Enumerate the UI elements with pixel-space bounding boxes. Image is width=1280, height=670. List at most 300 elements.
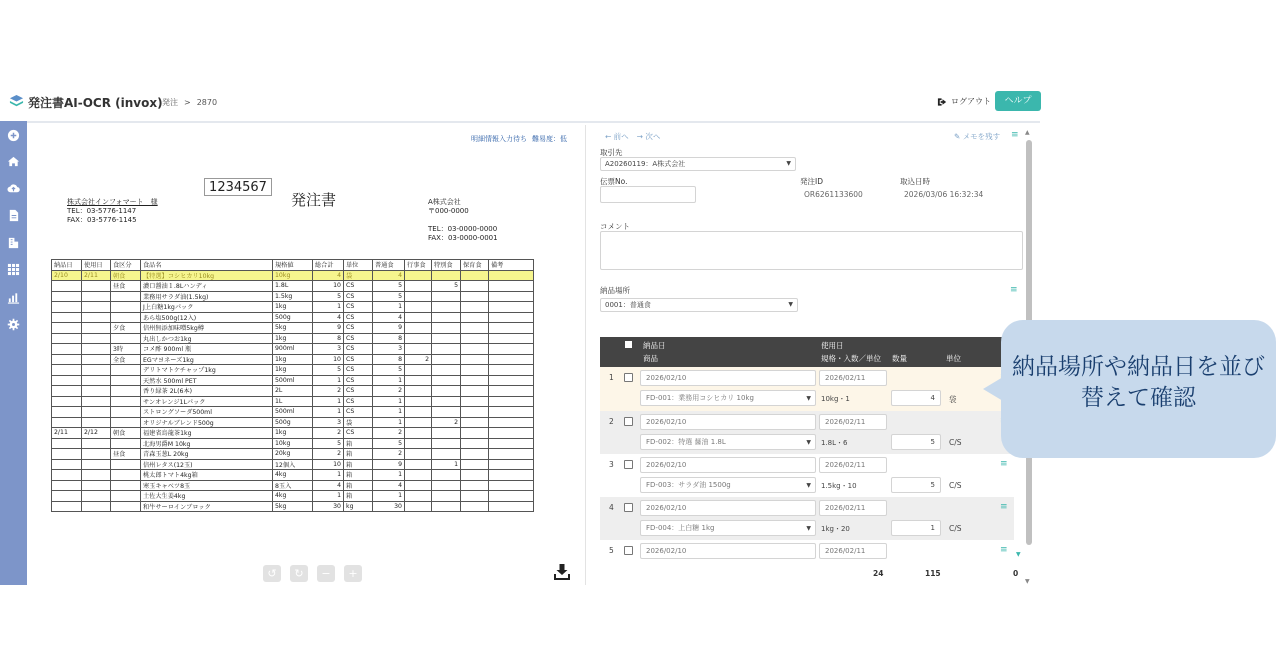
order-table-cell [111,407,141,418]
order-table-cell [82,333,111,344]
help-button[interactable]: ヘルプ [995,91,1041,111]
status-label: 明細情報入力待ち [471,135,527,143]
order-table-cell [82,459,111,470]
order-table-cell [432,375,461,386]
total-other: 0 [1013,569,1019,578]
order-table-cell: 1 [313,375,344,386]
qty-input[interactable]: 5 [891,477,941,493]
memo-button[interactable] [954,131,1000,142]
order-table-header [52,260,534,271]
order-table-cell: CS [344,365,373,376]
spec-text: 10kg・1 [821,395,850,403]
order-table-cell: 20kg [273,449,313,460]
order-table-cell [52,354,82,365]
sidebar [0,121,27,585]
order-table-cell [82,291,111,302]
grid-icon[interactable] [7,263,20,276]
cloud-upload-icon[interactable] [7,182,20,195]
order-table-cell: 4 [313,312,344,323]
order-table-cell: 土佐大生姜4kg [141,491,273,502]
difficulty-label: 難易度：低 [532,135,567,143]
header-qty[interactable]: 数量 [892,354,907,363]
delivery-date-input[interactable]: 2026/02/10 [640,457,816,473]
row-checkbox[interactable] [624,503,633,512]
unit-text: C/S [949,438,962,447]
order-table-cell: CS [344,396,373,407]
order-table-cell [52,312,82,323]
order-table-cell [52,491,82,502]
order-table-cell: 1kg [273,333,313,344]
order-column-header: 保育食 [461,260,489,271]
supplier-name: A株式会社 [428,198,461,206]
order-table-row [52,501,534,512]
logout-label: ログアウト [951,97,991,106]
order-table-cell [489,459,534,470]
order-table-cell [111,396,141,407]
order-table-cell [82,417,111,428]
product-value: FD-003：サラダ油 1500g [646,481,731,489]
order-table-cell [52,365,82,376]
callout-tail [983,377,1003,401]
order-table-cell: 朝食 [111,428,141,439]
order-table-cell [489,354,534,365]
order-table-cell [111,375,141,386]
grid-scroll-down-icon[interactable]: ▼ [1016,551,1021,558]
order-table-cell: 3時 [111,344,141,355]
order-table-cell [52,396,82,407]
order-table-cell [405,344,432,355]
order-table-cell [489,291,534,302]
spec-text: 1kg・20 [821,525,850,533]
order-table-cell [82,396,111,407]
order-table-cell [52,407,82,418]
order-table-cell [405,501,432,512]
order-table-cell [405,281,432,292]
order-table-row [52,270,534,281]
order-table-cell: 4kg [273,470,313,481]
order-table-cell [432,291,461,302]
order-table-cell [432,354,461,365]
order-table-cell: 2/10 [52,270,82,281]
order-table-row [52,281,534,292]
order-table-cell: 2 [313,386,344,397]
customer-fax: FAX：03-5776-1145 [67,216,137,224]
product-select[interactable] [640,434,816,450]
order-table-cell: 北海男爵M 10kg [141,438,273,449]
row-checkbox[interactable] [624,460,633,469]
order-table-cell: 香り緑茶 2L(6本) [141,386,273,397]
order-column-header: 使用日 [82,260,111,271]
order-table-cell: あら塩500g(12入) [141,312,273,323]
delivery-date-input[interactable]: 2026/02/10 [640,370,816,386]
order-table-cell [432,501,461,512]
order-table-cell [405,470,432,481]
building-icon[interactable] [7,236,20,249]
order-table-cell: 1 [373,491,405,502]
order-table-cell [52,501,82,512]
order-table-cell [489,302,534,313]
order-table-cell [489,344,534,355]
next-button[interactable]: → 次へ [636,132,661,141]
order-table-row [52,323,534,334]
order-table-cell [489,438,534,449]
order-table-cell [111,386,141,397]
partner-select[interactable] [600,157,796,171]
order-table-cell: 1L [273,396,313,407]
order-table-cell: 1 [373,417,405,428]
order-table-cell: 2 [313,428,344,439]
order-table-cell: CS [344,428,373,439]
order-table-cell [82,449,111,460]
order-table-cell [405,459,432,470]
delivery-date-input[interactable]: 2026/02/10 [640,414,816,430]
pane-divider [585,125,586,585]
order-table-cell [461,386,489,397]
order-table-cell: 2/12 [82,428,111,439]
order-table-cell [111,302,141,313]
order-table-cell [111,417,141,428]
order-table-cell: 9 [313,323,344,334]
breadcrumb-separator: > [184,98,191,107]
order-table-cell [405,438,432,449]
product-value: FD-002：特選 醤油 1.8L [646,438,726,446]
order-table-cell: 500g [273,312,313,323]
order-table-cell: 5kg [273,501,313,512]
order-table-cell: 1 [313,491,344,502]
order-table-cell [461,449,489,460]
row-number: 4 [609,503,614,512]
customer-name: 株式会社インフォマート 様 [67,198,158,206]
qty-input[interactable]: 5 [891,434,941,450]
order-table-cell: 2 [405,354,432,365]
use-date-input[interactable]: 2026/02/11 [819,370,887,386]
use-date-input[interactable]: 2026/02/11 [819,457,887,473]
order-table-row [52,302,534,313]
order-table-cell: 袋 [344,270,373,281]
order-table-cell [461,365,489,376]
comment-label: コメント [600,222,630,231]
gear-icon[interactable] [7,318,20,331]
row-checkbox[interactable] [624,417,633,426]
order-table-cell [405,428,432,439]
order-table-cell: 8玉入 [273,480,313,491]
product-select[interactable] [640,520,816,536]
order-table-cell [405,386,432,397]
scroll-up-icon[interactable]: ▲ [1025,129,1030,136]
header-unit[interactable]: 単位 [946,354,961,363]
order-table-cell [52,344,82,355]
order-table-cell [82,365,111,376]
order-table-cell: CS [344,291,373,302]
order-table-cell [405,323,432,334]
order-table-row [52,365,534,376]
order-table-cell [405,375,432,386]
order-table-cell [489,491,534,502]
order-table-cell [489,333,534,344]
order-table-row [52,333,534,344]
order-table-cell: 【特選】コシヒカリ10kg [141,270,273,281]
header-use-date[interactable]: 使用日 [821,341,844,350]
order-table-cell: 500ml [273,375,313,386]
product-select[interactable] [640,477,816,493]
order-table-cell [52,386,82,397]
row-number: 1 [609,373,614,382]
order-table-cell [52,438,82,449]
order-table-cell: 信州レタス(12玉) [141,459,273,470]
order-table-cell [111,459,141,470]
order-table-cell [461,480,489,491]
order-table-cell [405,270,432,281]
order-table-cell: 10kg [273,270,313,281]
delivery-date-input[interactable]: 2026/02/10 [640,543,816,559]
order-table-cell: オリジナルブレンド500g [141,417,273,428]
order-table-cell [461,375,489,386]
order-table-cell: 全食 [111,354,141,365]
row-number: 2 [609,417,614,426]
order-table-cell [461,302,489,313]
order-table-cell [52,291,82,302]
order-table-cell [489,396,534,407]
zoom-out-icon[interactable]: − [317,565,335,582]
order-table-cell: 5 [373,281,405,292]
prev-button[interactable]: ← 前へ [605,132,629,141]
order-table-cell [405,491,432,502]
order-table-cell [461,291,489,302]
order-table-cell [432,428,461,439]
order-table-cell [461,281,489,292]
rotate-left-icon[interactable]: ↺ [263,565,281,582]
logout-icon [937,97,948,107]
order-table-cell [111,480,141,491]
order-table-cell: 5 [313,291,344,302]
home-icon[interactable] [7,155,20,168]
order-table-row [52,417,534,428]
use-date-input[interactable]: 2026/02/11 [819,543,887,559]
order-table-cell: 1 [313,470,344,481]
order-table-cell: CS [344,281,373,292]
order-table-cell: 1.5kg [273,291,313,302]
order-table-cell [52,470,82,481]
logout-button[interactable] [937,96,991,107]
order-table-cell: CS [344,312,373,323]
order-table-cell: 福建省烏龍茶1kg [141,428,273,439]
product-value: FD-001：業務用コシヒカリ 10kg [646,394,754,402]
order-table-row [52,291,534,302]
order-table-cell [432,312,461,323]
order-table-cell [82,407,111,418]
order-table-cell: CS [344,354,373,365]
supplier-block [428,198,498,243]
document-number: 1234567 [204,178,272,196]
order-table-cell [405,449,432,460]
order-column-header: 総合計 [313,260,344,271]
order-table-cell [405,312,432,323]
order-table-cell: 5kg [273,323,313,334]
edit-icon: ✎ [954,132,961,141]
order-table-cell [52,281,82,292]
unit-text: 袋 [949,395,957,404]
row-menu-icon[interactable]: ≡ [1000,502,1008,512]
rotate-right-icon[interactable]: ↻ [290,565,308,582]
order-table-cell [461,459,489,470]
chevron-down-icon: ▼ [806,525,811,532]
chevron-down-icon: ▼ [786,160,791,167]
order-table-cell [111,470,141,481]
record-nav [605,131,668,142]
order-table-cell: 昼食 [111,281,141,292]
order-table-cell [461,323,489,334]
row-checkbox[interactable] [624,373,633,382]
spec-text: 1.8L・6 [821,439,848,447]
order-table-cell: デリトマトケチャップ1kg [141,365,273,376]
order-table-cell: 5 [373,291,405,302]
row-menu-icon[interactable]: ≡ [1000,459,1008,469]
order-table-cell [82,354,111,365]
download-icon[interactable] [554,563,570,580]
unit-text: C/S [949,481,962,490]
supplier-tel: TEL：03-0000-0000 [428,225,498,233]
order-table-cell: CS [344,344,373,355]
order-table-row [52,312,534,323]
scroll-down-icon[interactable]: ▼ [1025,578,1030,585]
order-table-cell: 箱 [344,470,373,481]
order-table-cell: 箱 [344,480,373,491]
header-spec[interactable]: 規格・入数／単位 [821,354,881,363]
order-table-cell [461,501,489,512]
order-table-row [52,459,534,470]
total-qty: 24 [873,569,884,578]
location-menu-icon[interactable]: ≡ [1010,285,1018,295]
location-value: 0001：普通食 [605,301,651,309]
comment-textarea[interactable] [600,231,1023,270]
chevron-down-icon: ▼ [806,395,811,402]
order-table-cell: 青森玉葱L 20kg [141,449,273,460]
order-table-cell [461,428,489,439]
order-table-cell: 1 [432,459,461,470]
order-table-cell [405,396,432,407]
order-table-cell [82,438,111,449]
row-menu-icon[interactable]: ≡ [1000,545,1008,555]
order-table-cell: 1.8L [273,281,313,292]
select-all-checkbox[interactable] [625,341,632,348]
order-table-cell [82,312,111,323]
items-grid-header [600,337,1004,367]
use-date-input[interactable]: 2026/02/11 [819,414,887,430]
order-table-cell: 箱 [344,438,373,449]
product-select[interactable] [640,390,816,406]
order-table-cell: 2/11 [52,428,82,439]
order-table-cell: 1kg [273,302,313,313]
order-table-cell: 10kg [273,438,313,449]
order-table-cell [432,344,461,355]
order-table-cell [461,407,489,418]
order-table-cell [52,480,82,491]
order-table-cell [82,480,111,491]
slip-input[interactable] [600,186,696,203]
order-table-cell: J上白糖1kgパック [141,302,273,313]
order-table-cell [82,281,111,292]
order-table-cell [405,365,432,376]
breadcrumb-item-current: 2870 [196,98,218,107]
order-column-header: 単位 [344,260,373,271]
order-table-cell [405,417,432,428]
order-table-row [52,354,534,365]
order-table-cell: 3 [373,344,405,355]
order-table-cell [111,291,141,302]
order-table-cell: EGマヨネーズ1kg [141,354,273,365]
order-table-cell [432,386,461,397]
order-table-cell: 10 [313,281,344,292]
document-icon[interactable] [7,209,20,222]
order-table-cell [52,323,82,334]
order-table-cell [489,365,534,376]
qty-input[interactable]: 4 [891,390,941,406]
order-table-cell: 箱 [344,491,373,502]
order-table-cell: CS [344,323,373,334]
order-table-cell: 天然水 500ml PET [141,375,273,386]
chevron-down-icon: ▼ [806,482,811,489]
delivery-date-input[interactable]: 2026/02/10 [640,500,816,516]
order-table-cell [432,480,461,491]
order-table-cell [489,375,534,386]
partner-label: 取引先 [600,148,623,157]
supplier-postal: 〒000-0000 [428,207,469,215]
order-table-cell: 4 [313,270,344,281]
order-table-cell [461,344,489,355]
document-status [466,134,567,144]
order-table-cell [461,470,489,481]
order-column-header: 規格値 [273,260,313,271]
order-table-cell: コメ酢 900ml 瓶 [141,344,273,355]
unit-text: C/S [949,524,962,533]
order-table-cell: 4 [373,270,405,281]
order-table-cell [432,270,461,281]
order-table-cell [461,491,489,502]
order-table-cell [82,470,111,481]
order-column-header: 備考 [489,260,534,271]
order-table-cell: 1kg [273,354,313,365]
order-table-cell [432,407,461,418]
use-date-input[interactable]: 2026/02/11 [819,500,887,516]
order-table-cell: 箱 [344,449,373,460]
order-table-cell: 4 [373,312,405,323]
order-table-cell: CS [344,333,373,344]
app-title: 発注書AI-OCR (invox) [28,96,163,110]
header-product[interactable]: 商品 [643,354,658,363]
order-table-cell [489,501,534,512]
plus-circle-icon[interactable] [7,129,20,142]
zoom-in-icon[interactable]: + [344,565,362,582]
order-table-cell: 1kg [273,428,313,439]
order-column-header: 特別食 [432,260,461,271]
header-delivery-date[interactable]: 納品日 [643,341,666,350]
order-table-cell [489,323,534,334]
order-table-cell [432,365,461,376]
order-table-cell [489,312,534,323]
menu-icon[interactable]: ≡ [1011,130,1019,140]
row-checkbox[interactable] [624,546,633,555]
order-table-cell: 5 [373,438,405,449]
order-table-cell [489,417,534,428]
order-table-cell: 1 [373,407,405,418]
bar-chart-icon[interactable] [7,291,20,304]
order-table-cell [489,428,534,439]
location-select[interactable] [600,298,798,312]
order-table-cell: 12個入 [273,459,313,470]
breadcrumb-item-order[interactable]: 発注 [162,98,178,107]
order-table-cell [461,396,489,407]
qty-input[interactable]: 1 [891,520,941,536]
